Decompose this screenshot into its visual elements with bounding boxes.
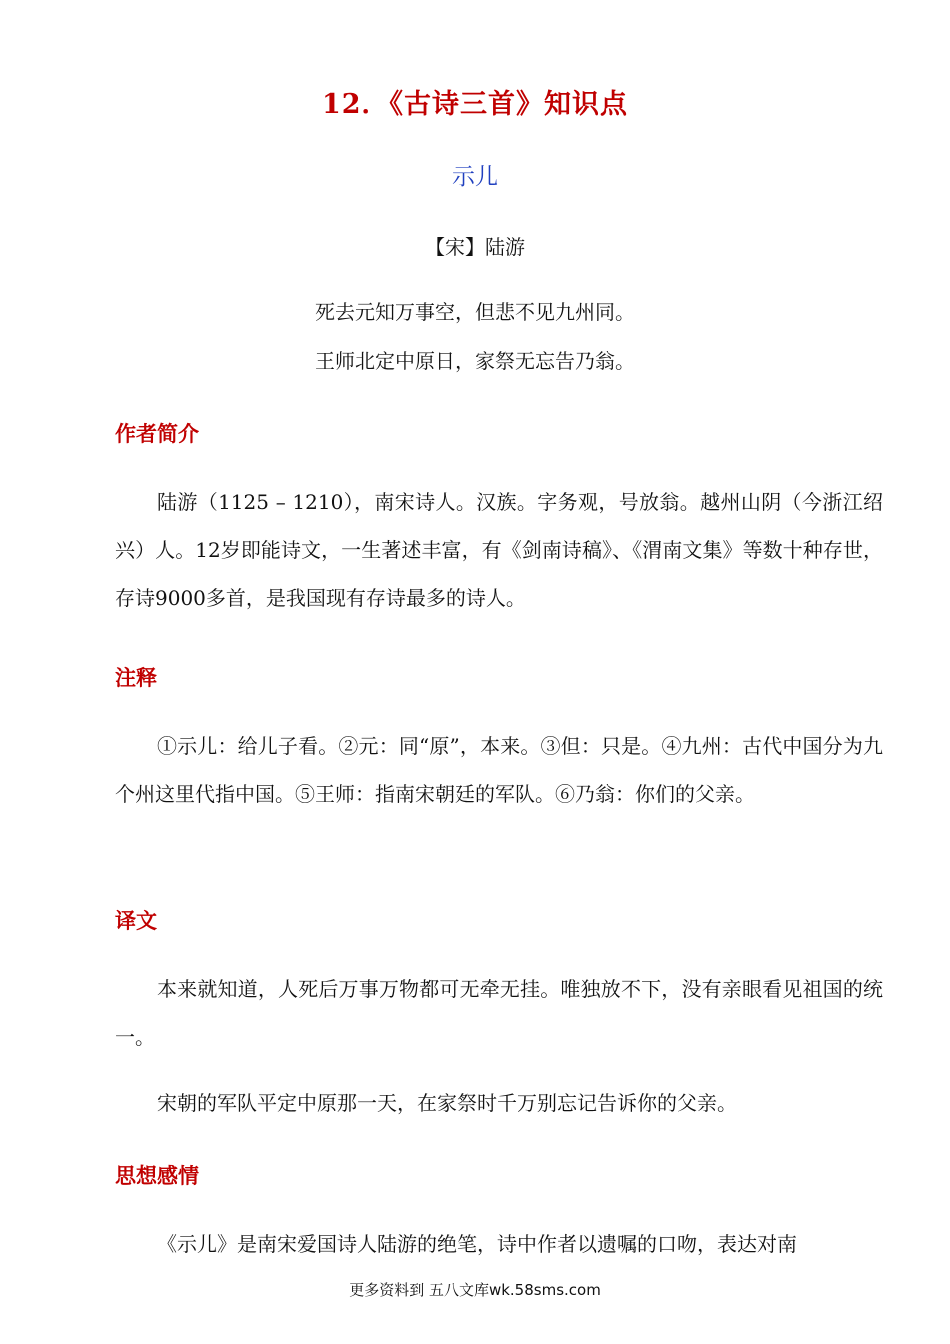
- poem-title: 示儿: [452, 164, 498, 190]
- section-heading-translation: 译文: [115, 909, 157, 933]
- poem-verse: 死去元知万事空，但悲不见九州同。: [315, 300, 635, 324]
- translation-paragraph: 本来就知道，人死后万事万物都可无牵无挂。唯独放不下，没有亲眼看见祖国的统一。: [115, 977, 883, 1049]
- translation-paragraph: 宋朝的军队平定中原那一天，在家祭时千万别忘记告诉你的父亲。: [157, 1091, 737, 1115]
- poem-author: 【宋】陆游: [425, 235, 525, 259]
- feelings-paragraph: 《示儿》是南宋爱国诗人陆游的绝笔，诗中作者以遗嘱的口吻，表达对南: [157, 1232, 797, 1256]
- document-title: 12．《古诗三首》知识点: [321, 89, 629, 120]
- section-heading-feelings: 思想感情: [115, 1164, 199, 1188]
- footer-link[interactable]: 更多资料到 五八文库wk.58sms.com: [349, 1281, 601, 1299]
- poem-verse: 王师北定中原日，家祭无忘告乃翁。: [315, 349, 635, 373]
- section-heading-notes: 注释: [115, 666, 157, 690]
- section-heading-author-intro: 作者简介: [115, 422, 199, 446]
- author-intro-paragraph: 陆游（1125 – 1210），南宋诗人。汉族。字务观，号放翁。越州山阴（今浙江绍兴）人。12岁即能诗文，一生著述丰富，有《剑南诗稿》、《渭南文集》等数十种存世，存诗9000多首，是我国现有存诗最多的诗人。: [115, 490, 883, 610]
- notes-paragraph: ①示儿：给儿子看。②元：同“原”，本来。③但：只是。④九州：古代中国分为九个州这里代指中国。⑤王师：指南宋朝廷的军队。⑥乃翁：你们的父亲。: [115, 734, 883, 806]
